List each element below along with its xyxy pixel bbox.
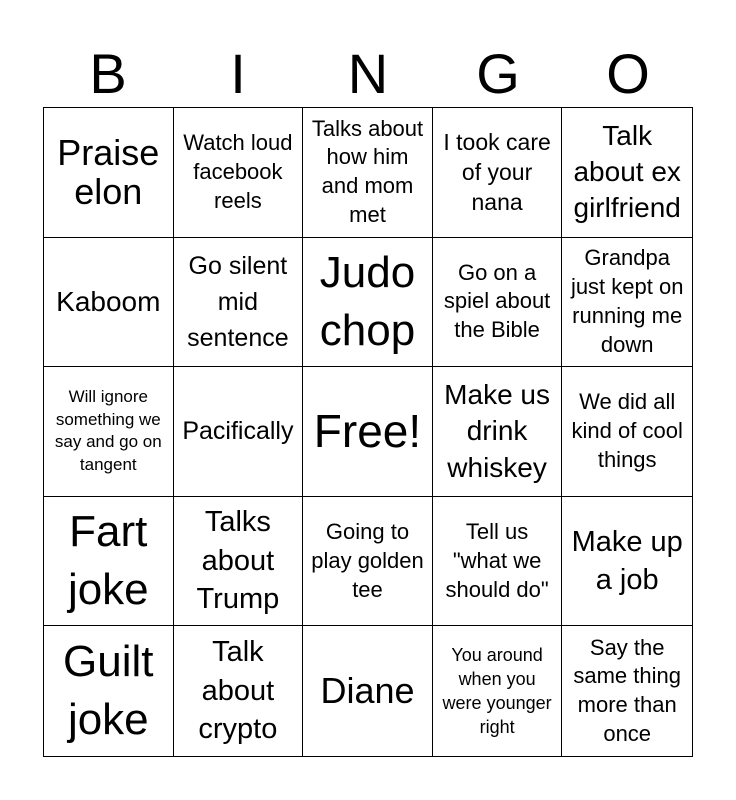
bingo-cell-o2[interactable] <box>562 238 692 368</box>
bingo-cell-b3[interactable] <box>44 367 174 497</box>
header-letter-b: B <box>89 42 127 105</box>
cell-text: Talks about Trump <box>196 506 280 616</box>
cell-text: Make us drink whiskey <box>444 378 550 483</box>
bingo-cell-n2[interactable] <box>303 238 433 368</box>
cell-text: We did all kind of cool things <box>571 389 683 472</box>
cell-text: Kaboom <box>56 285 161 317</box>
header-letter-g: G <box>476 42 520 105</box>
cell-text: Make up a job <box>571 525 683 597</box>
cell-text: Talks about how him and mom met <box>311 115 424 228</box>
free-space-text: Free! <box>313 405 422 458</box>
bingo-cell-i4[interactable] <box>174 497 304 627</box>
bingo-cell-n1[interactable] <box>303 108 433 238</box>
cell-text: You around when you were younger right <box>442 644 552 738</box>
bingo-cell-g3[interactable] <box>433 367 563 497</box>
bingo-cell-b4[interactable] <box>44 497 174 627</box>
bingo-cell-o1[interactable] <box>562 108 692 238</box>
bingo-cell-i5[interactable] <box>174 626 304 756</box>
bingo-cell-n3-free[interactable] <box>303 367 433 497</box>
header-letter-o: O <box>606 42 650 105</box>
bingo-cell-b2[interactable] <box>44 238 174 368</box>
cell-text: Praise elon <box>57 131 160 213</box>
bingo-cell-o3[interactable] <box>562 367 692 497</box>
header-letter-i: I <box>230 42 246 105</box>
bingo-cell-g5[interactable] <box>433 626 563 756</box>
bingo-cell-o5[interactable] <box>562 626 692 756</box>
cell-text: Judo chop <box>319 247 416 355</box>
cell-text: Going to play golden tee <box>311 518 424 602</box>
cell-text: I took care of your nana <box>443 128 551 216</box>
bingo-cell-i1[interactable] <box>174 108 304 238</box>
bingo-board <box>43 107 693 757</box>
header-letter-n: N <box>347 42 389 105</box>
bingo-cell-b5[interactable] <box>44 626 174 756</box>
cell-text: Will ignore something we say and go on tangent <box>54 386 162 475</box>
bingo-cell-i3[interactable] <box>174 367 304 497</box>
bingo-cell-g4[interactable] <box>433 497 563 627</box>
cell-text: Fart joke <box>67 507 149 615</box>
cell-text: Talk about ex girlfriend <box>573 119 681 224</box>
bingo-cell-b1[interactable] <box>44 108 174 238</box>
cell-text: Diane <box>320 670 415 712</box>
bingo-cell-n5[interactable] <box>303 626 433 756</box>
cell-text: Watch loud facebook reels <box>183 130 293 213</box>
cell-text: Go silent mid sentence <box>187 251 289 353</box>
bingo-cell-i2[interactable] <box>174 238 304 368</box>
cell-text: Say the same thing more than once <box>573 634 681 746</box>
bingo-header <box>43 40 693 108</box>
cell-text: Grandpa just kept on running me down <box>570 245 684 357</box>
bingo-cell-n4[interactable] <box>303 497 433 627</box>
cell-text: Go on a spiel about the Bible <box>443 259 551 343</box>
cell-text: Guilt joke <box>63 637 154 745</box>
cell-text: Pacifically <box>182 417 294 446</box>
cell-text: Tell us "what we should do" <box>445 518 549 602</box>
bingo-cell-g1[interactable] <box>433 108 563 238</box>
bingo-cell-g2[interactable] <box>433 238 563 368</box>
cell-text: Talk about crypto <box>198 636 278 746</box>
bingo-cell-o4[interactable] <box>562 497 692 627</box>
